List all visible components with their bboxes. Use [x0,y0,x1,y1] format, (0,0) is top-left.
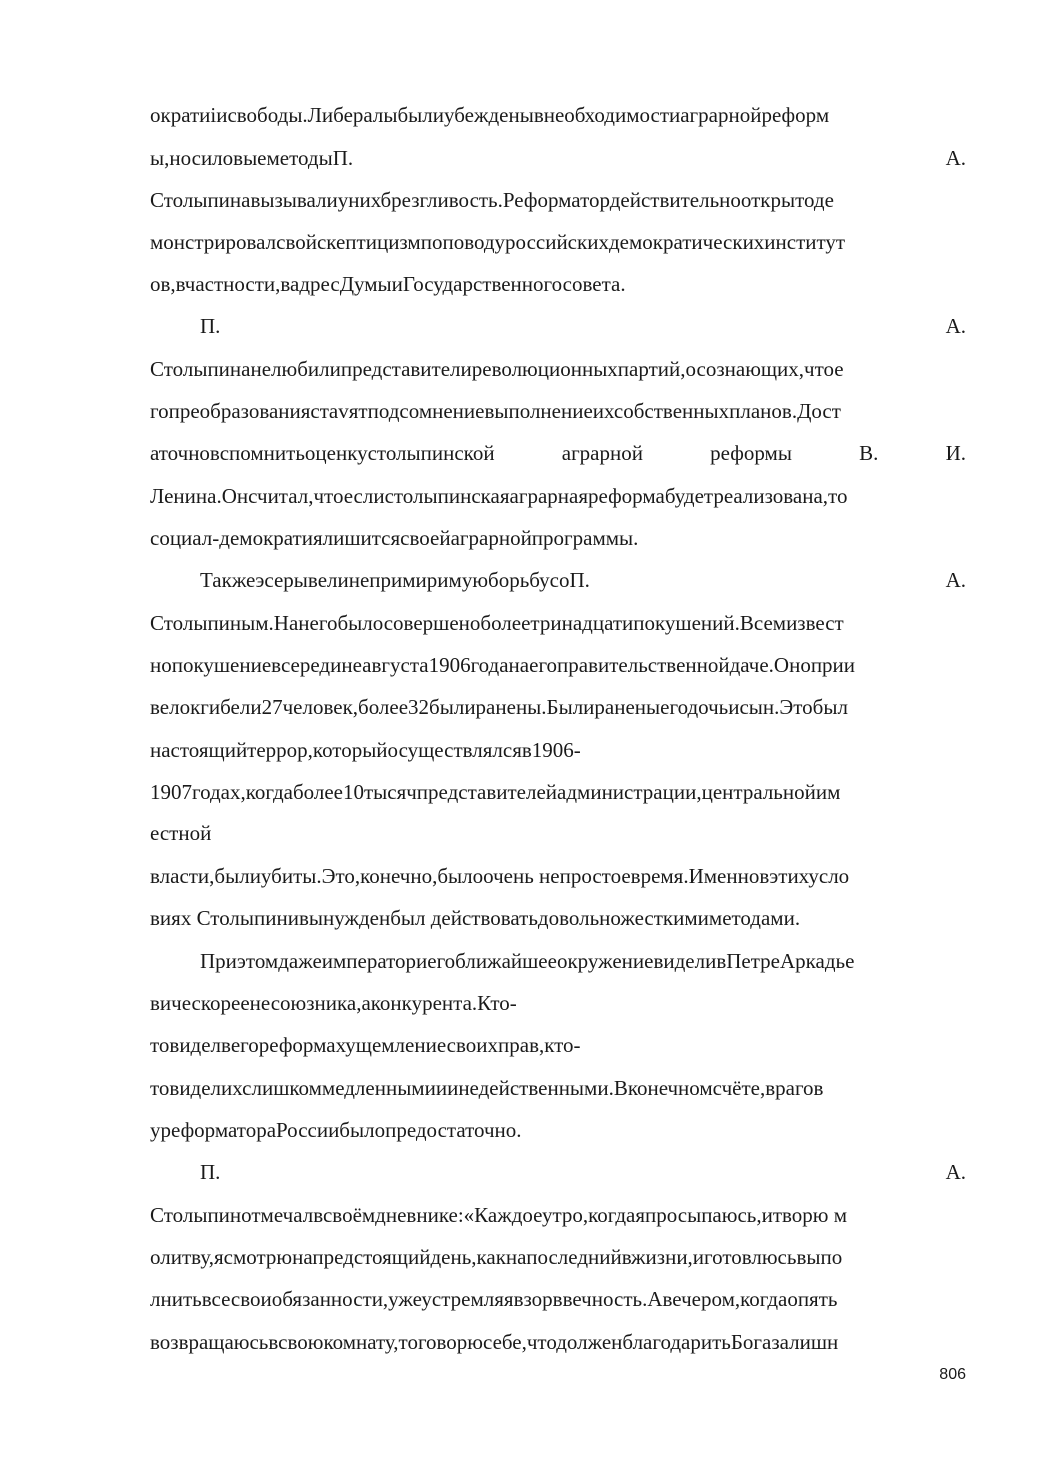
paragraph-first-line: П. А. [200,1160,966,1184]
text-line: аточновспомнитьоценкустолыпинской аграрной реформы В. И. [150,441,966,465]
text-line: лнитьвсесвоиобязанности,ужеустремляявзорввечность.Авечером,когдаопять [150,1287,838,1311]
paragraph-first-line: ТакжеэсерывелинепримиримуюборьбусоП. А. [200,568,966,592]
text-line: возвращаюсьвсвоюкомнату,тоговорюсебе,чтодолженблагодаритьБогазалишн [150,1330,839,1354]
text-line: виях Столыпинивынужденбыл действоватьдовольножесткимиметодами. [150,906,801,930]
text-line: Столыпинанелюбилипредставителиреволюционныхпартий,осознающих,чтое [150,357,844,381]
text-line: товиделвегореформахущемлениесвоихправ,кто- [150,1033,581,1057]
text-line: монстрировалсвойскептицизмпоповодуроссийскихдемократическихинститут [150,230,846,254]
text-line: Столыпиным.Нанегобылосовершеноболеетринадцатипокушений.Всемизвест [150,611,844,635]
text-line: настоящийтеррор,которыйосуществлялсяв1906- [150,738,581,762]
text-line: Ленина.Онсчитал,чтоеслистолыпинскаяаграрнаяреформабудетреализована,то [150,484,848,508]
text-line: олитву,ясмотрюнапредстоящийдень,какнапоследнийвжизни,иготовлюсьвыпо [150,1245,843,1269]
text-line: социал-демократиялишитсясвоейаграрнойпрограммы. [150,526,639,550]
text-line: 1907годах,когдаболее10тысячпредставителейадминистрации,центральнойим [150,780,841,804]
text-line: ы,носиловыеметодыП. А. [150,146,966,170]
text-line: велокгибели27человек,более32былиранены.Былираненыегодочьисын.Этобыл [150,695,848,719]
text-line: уреформатораРоссиибылопредостаточно. [150,1118,522,1142]
paragraph-first-line: П. А. [200,314,966,338]
text-line: нопокушениевсерединеавгуста1906годанаегоправительственнойдаче.Оноприи [150,653,856,677]
text-line: ов,вчастности,вадресДумыиГосударственногосовета. [150,272,626,296]
text-line: власти,былиубиты.Это,конечно,былоочень непростоевремя.Именновэтихусло [150,864,850,888]
text-line: товиделихслишкоммедленнымииинедейственными.Вконечномсчёте,врагов [150,1076,824,1100]
text-line: Столыпинотмечалвсвоёмдневнике:«Каждоеутро,когдаяпросыпаюсь,итворю м [150,1203,848,1227]
page-number: 806 [939,1366,966,1383]
text-line: вическореенесоюзника,аконкурента.Кто- [150,991,517,1015]
text-line: гопреобразованиястavятподсомнениевыполнениеихсобственныхпланов.Дост [150,399,841,423]
text-line: естной [150,821,212,845]
text-line: ократиiисвободы.Либералыбылиубежденывнеобходимостиаграрнойреформ [150,103,830,127]
text-line: Столыпинавызывалиунихбрезгливость.Реформатордействительнооткрытоде [150,188,834,212]
paragraph-first-line: ПриэтомдажеимператориегоближайшееокружениевиделивПетреАркадье [200,949,855,973]
